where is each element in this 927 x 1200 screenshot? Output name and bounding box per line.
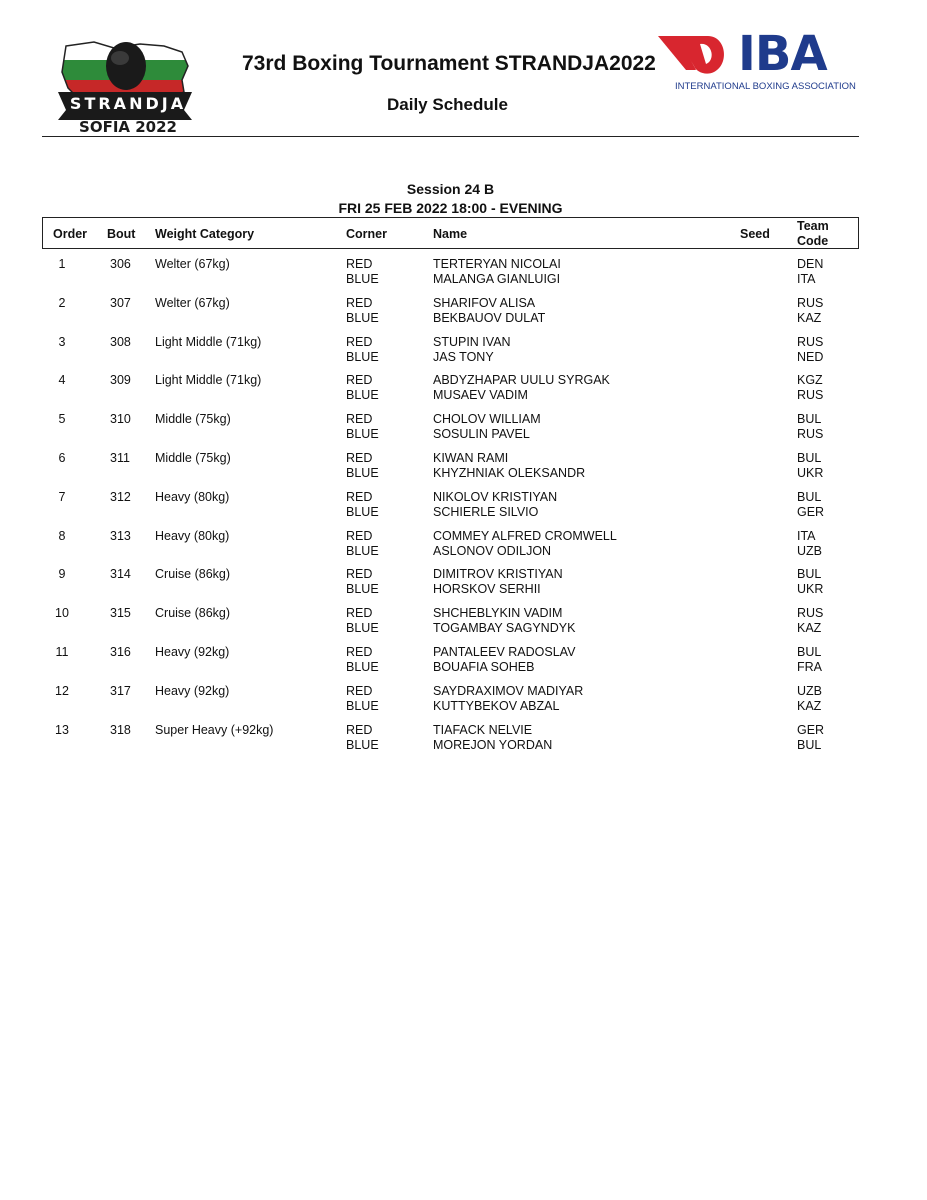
red-corner-cell: RED [346,606,373,621]
blue-team-cell: NED [797,349,824,364]
red-team-cell: BUL [797,451,822,465]
red-name-cell: NIKOLOV KRISTIYAN [433,489,558,504]
red-team-cell: GER [797,722,825,737]
bout-cell: 317 [110,683,131,698]
red-corner-cell: RED [346,451,373,465]
red-name-cell: SAYDRAXIMOV MADIYAR [433,683,584,698]
table-row [0,335,927,371]
header-divider [42,136,859,137]
red-team-cell: DEN [797,257,824,271]
weight-cell: Light Middle (71kg) [155,373,262,388]
column-header-name: Name [433,227,468,241]
blue-team-cell: FRA [797,660,822,674]
sofia-logo-text: SOFIA 2022 [79,118,177,136]
page-title: 73rd Boxing Tournament STRANDJA2022 [242,52,656,75]
blue-team-cell: UZB [797,543,822,558]
blue-name-cell: BOUAFIA SOHEB [433,660,535,674]
red-team-cell: BUL [797,489,822,504]
order-cell: 12 [55,683,69,698]
red-name-cell: TERTERYAN NICOLAI [433,257,561,271]
red-corner-cell: RED [346,373,373,388]
column-header-seed: Seed [740,227,770,241]
column-header-order: Order [53,227,88,241]
table-row [0,296,927,332]
order-cell: 1 [58,257,66,271]
table-row [0,451,927,487]
bout-cell: 314 [110,567,131,582]
bout-cell: 315 [110,606,131,621]
table-row [0,529,927,565]
red-name-cell: PANTALEEV RADOSLAV [433,645,576,659]
blue-corner-cell: BLUE [346,504,379,519]
blue-team-cell: BUL [797,737,822,752]
blue-name-cell: KHYZHNIAK OLEKSANDR [433,466,586,480]
blue-corner-cell: BLUE [346,272,379,286]
weight-cell: Welter (67kg) [155,257,230,271]
blue-team-cell: GER [797,504,825,519]
bout-cell: 316 [110,645,131,659]
session-title: Session 24 B [406,181,495,197]
table-row [0,490,927,526]
bout-cell: 307 [110,295,131,310]
table-row [0,373,927,409]
red-name-cell: DIMITROV KRISTIYAN [433,567,563,582]
bout-cell: 313 [110,528,131,543]
red-corner-cell: RED [346,295,373,310]
red-corner-cell: RED [346,489,373,504]
bout-cell: 306 [110,257,131,271]
order-cell: 8 [58,528,66,543]
bout-cell: 312 [110,489,131,504]
weight-cell: Heavy (80kg) [155,528,230,543]
blue-corner-cell: BLUE [346,543,379,558]
bout-cell: 311 [110,451,130,465]
order-cell: 2 [58,295,66,310]
red-corner-cell: RED [346,567,373,582]
weight-cell: Heavy (92kg) [155,683,230,698]
blue-corner-cell: BLUE [346,466,379,480]
red-team-cell: RUS [797,295,824,310]
bout-cell: 310 [110,412,131,427]
red-corner-cell: RED [346,257,373,271]
iba-logo-subtitle: INTERNATIONAL BOXING ASSOCIATION [675,81,856,92]
order-cell: 3 [58,334,66,349]
blue-team-cell: KAZ [797,698,822,713]
blue-team-cell: UKR [797,582,824,597]
blue-name-cell: ASLONOV ODILJON [433,543,552,558]
red-name-cell: STUPIN IVAN [433,334,511,349]
table-row [0,257,927,293]
weight-cell: Welter (67kg) [155,295,230,310]
table-row [0,723,927,759]
blue-team-cell: RUS [797,427,824,442]
red-team-cell: ITA [797,528,816,543]
blue-corner-cell: BLUE [346,737,379,752]
red-name-cell: TIAFACK NELVIE [433,722,533,737]
blue-name-cell: MOREJON YORDAN [433,737,553,752]
red-team-cell: BUL [797,412,822,427]
bout-cell: 309 [110,373,131,388]
blue-name-cell: JAS TONY [433,349,494,364]
red-team-cell: UZB [797,683,822,698]
blue-corner-cell: BLUE [346,310,379,325]
red-name-cell: ABDYZHAPAR UULU SYRGAK [433,373,610,388]
weight-cell: Middle (75kg) [155,451,231,465]
order-cell: 4 [58,373,66,388]
strandja-logo-text: STRANDJA [69,94,187,113]
column-header-weight: Weight Category [155,227,255,241]
order-cell: 7 [58,489,66,504]
order-cell: 11 [55,645,69,659]
page-header [0,0,927,140]
table-row [0,567,927,603]
blue-team-cell: KAZ [797,310,822,325]
red-name-cell: SHARIFOV ALISA [433,295,536,310]
blue-name-cell: MALANGA GIANLUIGI [433,272,561,286]
red-name-cell: KIWAN RAMI [433,451,509,465]
blue-corner-cell: BLUE [346,698,379,713]
red-team-cell: KGZ [797,373,823,388]
order-cell: 13 [55,722,69,737]
red-corner-cell: RED [346,683,373,698]
red-name-cell: CHOLOV WILLIAM [433,412,541,427]
column-header-team-line2: Code [797,234,829,248]
weight-cell: Cruise (86kg) [155,567,231,582]
bout-cell: 318 [110,722,131,737]
red-team-cell: BUL [797,567,822,582]
table-row [0,645,927,681]
blue-corner-cell: BLUE [346,388,379,403]
blue-name-cell: SOSULIN PAVEL [433,427,530,442]
blue-corner-cell: BLUE [346,621,379,636]
column-header-corner: Corner [346,227,387,241]
red-corner-cell: RED [346,334,373,349]
red-corner-cell: RED [346,722,373,737]
blue-name-cell: TOGAMBAY SAGYNDYK [433,621,576,636]
red-corner-cell: RED [346,412,373,427]
session-date: FRI 25 FEB 2022 18:00 - EVENING [338,200,563,216]
weight-cell: Heavy (92kg) [155,645,230,659]
order-cell: 9 [58,567,66,582]
blue-team-cell: ITA [797,272,816,286]
weight-cell: Super Heavy (+92kg) [155,722,274,737]
weight-cell: Light Middle (71kg) [155,334,262,349]
blue-corner-cell: BLUE [346,582,379,597]
weight-cell: Middle (75kg) [155,412,231,427]
column-header-bout: Bout [107,227,136,241]
weight-cell: Heavy (80kg) [155,489,230,504]
bout-cell: 308 [110,334,131,349]
red-corner-cell: RED [346,528,373,543]
blue-name-cell: HORSKOV SERHII [433,582,541,597]
red-team-cell: BUL [797,645,822,659]
blue-corner-cell: BLUE [346,427,379,442]
red-name-cell: COMMEY ALFRED CROMWELL [433,528,617,543]
order-cell: 5 [58,412,66,427]
blue-corner-cell: BLUE [346,660,379,674]
blue-team-cell: RUS [797,388,824,403]
column-header-team-line1: Team [797,219,829,233]
blue-team-cell: UKR [797,466,824,480]
blue-name-cell: KUTTYBEKOV ABZAL [433,698,560,713]
red-team-cell: RUS [797,606,824,621]
table-row [0,684,927,720]
table-header [42,217,859,249]
table-row [0,412,927,448]
blue-name-cell: SCHIERLE SILVIO [433,504,539,519]
red-corner-cell: RED [346,645,373,659]
weight-cell: Cruise (86kg) [155,606,231,621]
column-header-team [797,219,829,249]
red-name-cell: SHCHEBLYKIN VADIM [433,606,563,621]
order-cell: 10 [55,606,69,621]
blue-name-cell: BEKBAUOV DULAT [433,310,546,325]
order-cell: 6 [58,451,66,465]
red-team-cell: RUS [797,334,824,349]
table-row [0,606,927,642]
iba-logo-text: IBA [738,26,827,82]
blue-corner-cell: BLUE [346,349,379,364]
page-subtitle: Daily Schedule [387,95,508,114]
blue-team-cell: KAZ [797,621,822,636]
blue-name-cell: MUSAEV VADIM [433,388,528,403]
